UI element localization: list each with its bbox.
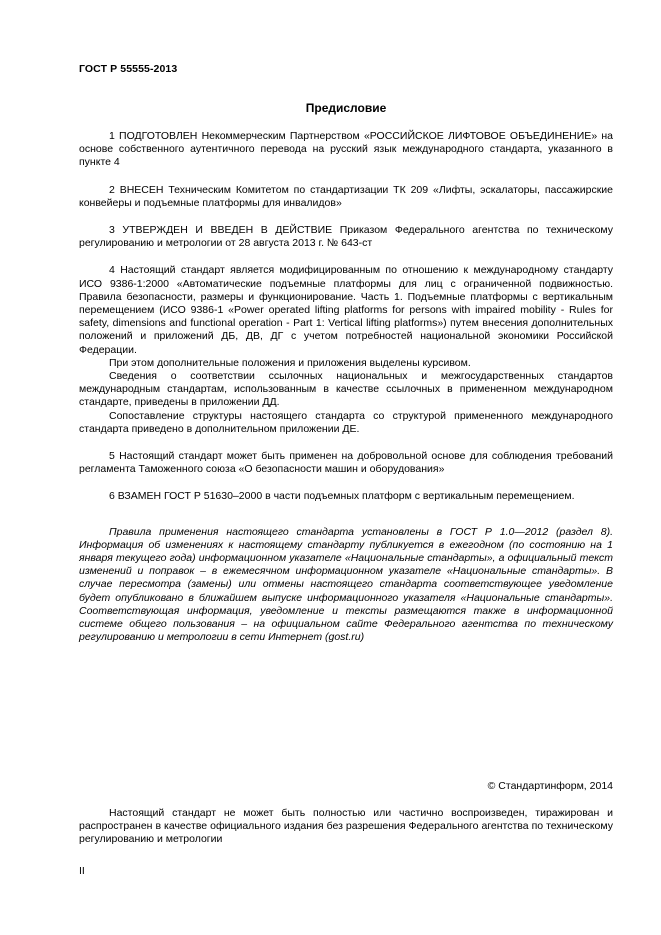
- section-2-submitted: 2 ВНЕСЕН Техническим Комитетом по стандартизации ТК 209 «Лифты, эскалаторы, пассажирские конвейеры и подъемные платформы для инвалидов»: [79, 183, 613, 209]
- section-4-references-note: Сведения о соответствии ссылочных национальных и межгосударственных стандартов международным стандартам, использованным в качестве ссылочных в примененном международном стандарте, приведены в приложении ДД.: [79, 370, 613, 409]
- section-5-voluntary: 5 Настоящий стандарт может быть применен на добровольной основе для соблюдения требований регламента Таможенного союза «О безопасности машин и оборудования»: [79, 450, 613, 476]
- section-4-structure-note: Сопоставление структуры настоящего стандарта со структурой примененного международного стандарта приведено в дополнительном приложении ДЕ.: [79, 409, 613, 435]
- section-1-prepared: 1 ПОДГОТОВЛЕН Некоммерческим Партнерством «РОССИЙСКОЕ ЛИФТОВОЕ ОБЪЕДИНЕНИЕ» на основе собственного аутентичного перевода на русский язык международного стандарта, указанного в пункте 4: [79, 130, 613, 169]
- section-4-italic-note: При этом дополнительные положения и приложения выделены курсивом.: [109, 356, 471, 369]
- page-title: Предисловие: [305, 101, 387, 115]
- reproduction-notice: [79, 807, 613, 847]
- document-code: ГОСТ Р 55555-2013: [79, 63, 178, 75]
- foreword-body: [79, 130, 613, 645]
- section-6-replaces: 6 ВЗАМЕН ГОСТ Р 51630–2000 в части подъемных платформ с вертикальным перемещением.: [109, 490, 575, 503]
- section-3-approved: 3 УТВЕРЖДЕН И ВВЕДЕН В ДЕЙСТВИЕ Приказом Федерального агентства по техническому регулированию и метрологии от 28 августа 2013 г. № 643-ст: [79, 224, 613, 250]
- section-4-modified: 4 Настоящий стандарт является модифицированным по отношению к международному стандарту ИСО 9386-1:2000 «Автоматические подъемные платформы для лиц с ограниченной подвижностью. Правила безопасности, размеры и функционирование. Часть 1. Подъемные платформы с вертикальным перемещением (ИСО 9386-1 «Power operated lifting platforms for persons with impaired mobility - Rules for safety, dimensions and functional operation - Part 1: Vertical lifting platforms») путем внесения дополнительных положений и приложений ДБ, ДВ, ДГ с учетом потребностей национальной экономики Российской Федерации.: [79, 264, 613, 356]
- reproduction-text: Настоящий стандарт не может быть полностью или частично воспроизведен, тиражирован и распространен в качестве официального издания без разрешения Федерального агентства по техническому регулированию и метрологии: [79, 807, 613, 846]
- copyright-notice: © Стандартинформ, 2014: [487, 780, 613, 792]
- page-number: II: [79, 865, 85, 877]
- application-rules-notice: [79, 526, 613, 645]
- notice-text: Правила применения настоящего стандарта установлены в ГОСТ Р 1.0—2012 (раздел 8). Информация об изменениях к настоящему стандарту публикуется в ежегодном (по состоянию на 1 января текущего года) информационном указателе «Национальные стандарты», а официальный текст изменений и поправок – в ежемесячном информационном указателе «Национальные стандарты». В случае пересмотра (замены) или отмены настоящего стандарта соответствующее уведомление будет опубликовано в ближайшем выпуске информационного указателя «Национальные стандарты». Соответствующая информация, уведомление и тексты размещаются также в информационной системе общего пользования – на официальном сайте Федерального агентства по техническому регулированию и метрологии в сети Интернет (gost.ru): [79, 525, 613, 644]
